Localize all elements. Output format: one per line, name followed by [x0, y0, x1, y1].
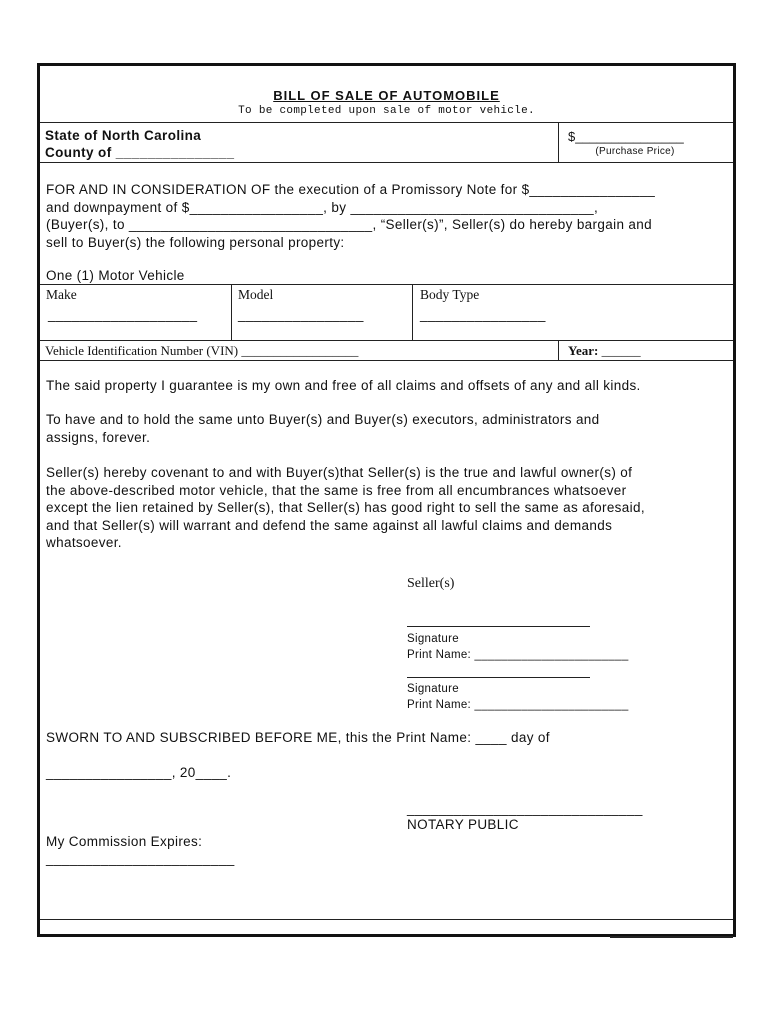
commission-expires-field[interactable]: ________________________ — [46, 851, 235, 866]
purchase-price-field[interactable]: $_______________ — [568, 129, 684, 144]
signature-block-2 — [407, 681, 629, 713]
guarantee-clause: The said property I guarantee is my own and free of all claims and offsets of any and all kinds. — [46, 378, 641, 393]
vehicle-intro: One (1) Motor Vehicle — [46, 268, 185, 283]
bill-of-sale-form — [37, 63, 736, 937]
vin-row-top — [40, 340, 733, 341]
vin-year-divider — [558, 340, 559, 360]
body-type-label: Body Type — [420, 287, 480, 302]
make-label: Make — [46, 287, 77, 302]
vin-row-bottom — [40, 360, 733, 361]
hold-line: To have and to hold the same unto Buyer(s) and Buyer(s) executors, administrators and — [46, 412, 600, 427]
covenant-line: whatsoever. — [46, 535, 122, 550]
model-body-divider — [412, 284, 413, 340]
state-label: State of North Carolina — [45, 128, 202, 143]
make-field[interactable]: ___________________ — [48, 307, 198, 322]
footer-accent-line — [610, 936, 733, 938]
sellers-label: Seller(s) — [407, 576, 455, 591]
covenant-clause — [46, 464, 645, 552]
consideration-line[interactable]: and downpayment of $_________________, by _______________________________, — [46, 199, 599, 215]
consideration-line: sell to Buyer(s) the following personal property: — [46, 234, 345, 250]
signature-label: Signature — [407, 633, 459, 645]
covenant-line: except the lien retained by Seller(s), that Seller(s) has good right to sell the same as aforesaid, — [46, 500, 645, 515]
sworn-statement: SWORN TO AND SUBSCRIBED BEFORE ME, this the Print Name: ____ day of — [46, 730, 550, 745]
covenant-line: and that Seller(s) will warrant and defend the same against all lawful claims and demands — [46, 517, 613, 533]
make-model-divider — [231, 284, 232, 340]
state-county-block — [45, 127, 234, 161]
location-divider — [40, 162, 733, 163]
price-divider — [558, 122, 559, 162]
consideration-line[interactable]: FOR AND IN CONSIDERATION OF the execution of a Promissory Note for $________________ — [46, 182, 656, 197]
year-field[interactable] — [568, 343, 641, 359]
model-label: Model — [238, 287, 274, 302]
covenant-line: the above-described motor vehicle, that the same is free from all encumbrances whatsoever — [46, 482, 627, 498]
commission-expires-label: My Commission Expires: — [46, 834, 203, 849]
vin-field[interactable]: Vehicle Identification Number (VIN) __________________ — [45, 343, 359, 358]
covenant-line: Seller(s) hereby covenant to and with Buyer(s)that Seller(s) is the true and lawful owner(s) of — [46, 465, 633, 480]
hold-line: assigns, forever. — [46, 429, 151, 445]
notary-date-field[interactable]: ________________, 20____. — [46, 765, 232, 780]
signature-block-1 — [407, 631, 629, 663]
notary-public-label: NOTARY PUBLIC — [407, 817, 519, 832]
vehicle-table-top — [40, 284, 733, 285]
consideration-paragraph — [46, 181, 655, 251]
signature-label: Signature — [407, 683, 459, 695]
print-name-field[interactable]: Print Name: _______________________ — [407, 649, 629, 661]
county-field[interactable]: County of _______________ — [45, 145, 235, 160]
form-subtitle: To be completed upon sale of motor vehicle. — [238, 105, 535, 117]
purchase-price-label: (Purchase Price) — [595, 146, 675, 157]
notary-signature-field[interactable]: ______________________________ — [407, 801, 643, 816]
consideration-line[interactable]: (Buyer(s), to _______________________________, “Seller(s)”, Seller(s) do hereby bargain and — [46, 217, 652, 232]
signature-line-2[interactable] — [407, 677, 590, 678]
hold-clause — [46, 411, 600, 446]
print-name-field[interactable]: Print Name: _______________________ — [407, 699, 629, 711]
model-field[interactable]: ________________ — [238, 307, 364, 322]
body-type-field[interactable]: ________________ — [420, 307, 546, 322]
form-title: BILL OF SALE OF AUTOMOBILE — [273, 88, 500, 103]
signature-line-1[interactable] — [407, 626, 590, 627]
header-divider — [40, 122, 733, 123]
year-blank[interactable]: ______ — [601, 343, 641, 358]
year-label: Year: — [568, 343, 599, 358]
footer-divider — [40, 919, 733, 920]
